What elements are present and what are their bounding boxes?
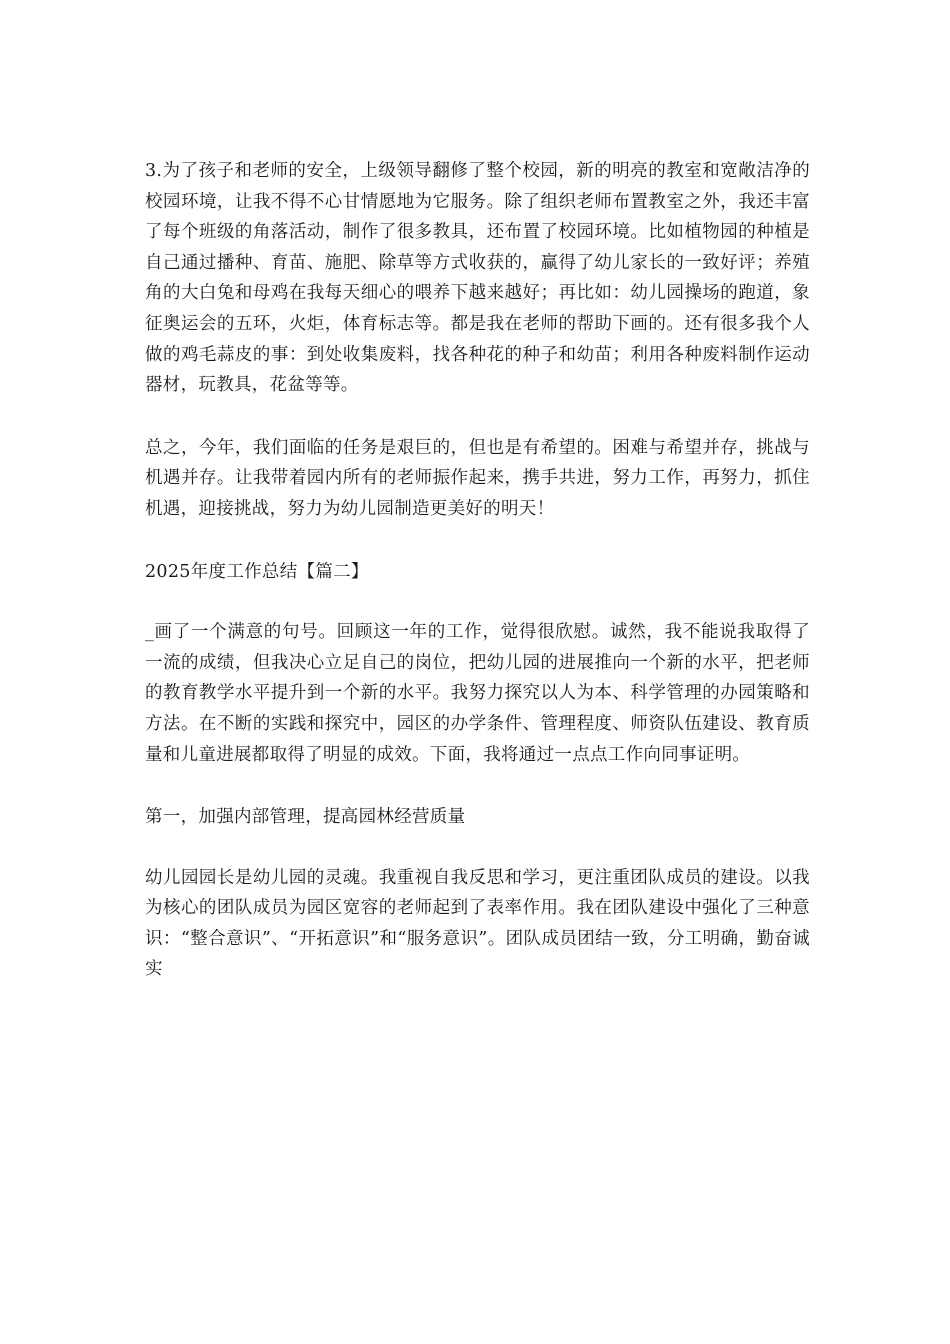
- paragraph-campus-renovation: 3.为了孩子和老师的安全，上级领导翻修了整个校园，新的明亮的教室和宽敞洁净的校园环境，让我不得不心甘情愿地为它服务。除了组织老师布置教室之外，我还丰富了每个班级的角落活动，制作了很多教具，还布置了校园环境。比如植物园的种植是自己通过播种、育苗、施肥、除草等方式收获的，赢得了幼儿家长的一致好评；养殖角的大白兔和母鸡在我每天细心的喂养下越来越好；再比如：幼儿园操场的跑道，象征奥运会的五环，火炬，体育标志等。都是我在老师的帮助下画的。还有很多我个人做的鸡毛蒜皮的事：到处收集废料，找各种花的种子和幼苗；利用各种废料制作运动器材，玩教具，花盆等等。: [145, 161, 810, 396]
- paragraph-team-building: 幼儿园园长是幼儿园的灵魂。我重视自我反思和学习，更注重团队成员的建设。以我为核心的团队成员为园区宽容的老师起到了表率作用。我在团队建设中强化了三种意识：“整合意识”、“开拓意识”和“服务意识”。团队成员团结一致，分工明确，勤奋诚实: [145, 867, 810, 980]
- paragraph-conclusion: 总之，今年，我们面临的任务是艰巨的，但也是有希望的。困难与希望并存，挑战与机遇并存。让我带着园内所有的老师振作起来，携手共进，努力工作，再努力，抓住机遇，迎接挑战，努力为幼儿园制造更美好的明天！: [145, 437, 810, 519]
- subsection-title-internal-management: 第一，加强内部管理，提高园林经营质量: [145, 807, 466, 828]
- paragraph-year-review: _画了一个满意的句号。回顾这一年的工作，觉得很欣慰。诚然，我不能说我取得了一流的成绩，但我决心立足自己的岗位，把幼儿园的进展推向一个新的水平，把老师的教育教学水平提升到一个新的水平。我努力探究以人为本、科学管理的办园策略和方法。在不断的实践和探究中，园区的办学条件、管理程度、师资队伍建设、教育质量和儿童进展都取得了明显的成效。下面，我将通过一点点工作向同事证明。: [145, 622, 810, 765]
- document-body: [145, 156, 810, 1017]
- section-title-part-two: 2025年度工作总结【篇二】: [145, 561, 369, 582]
